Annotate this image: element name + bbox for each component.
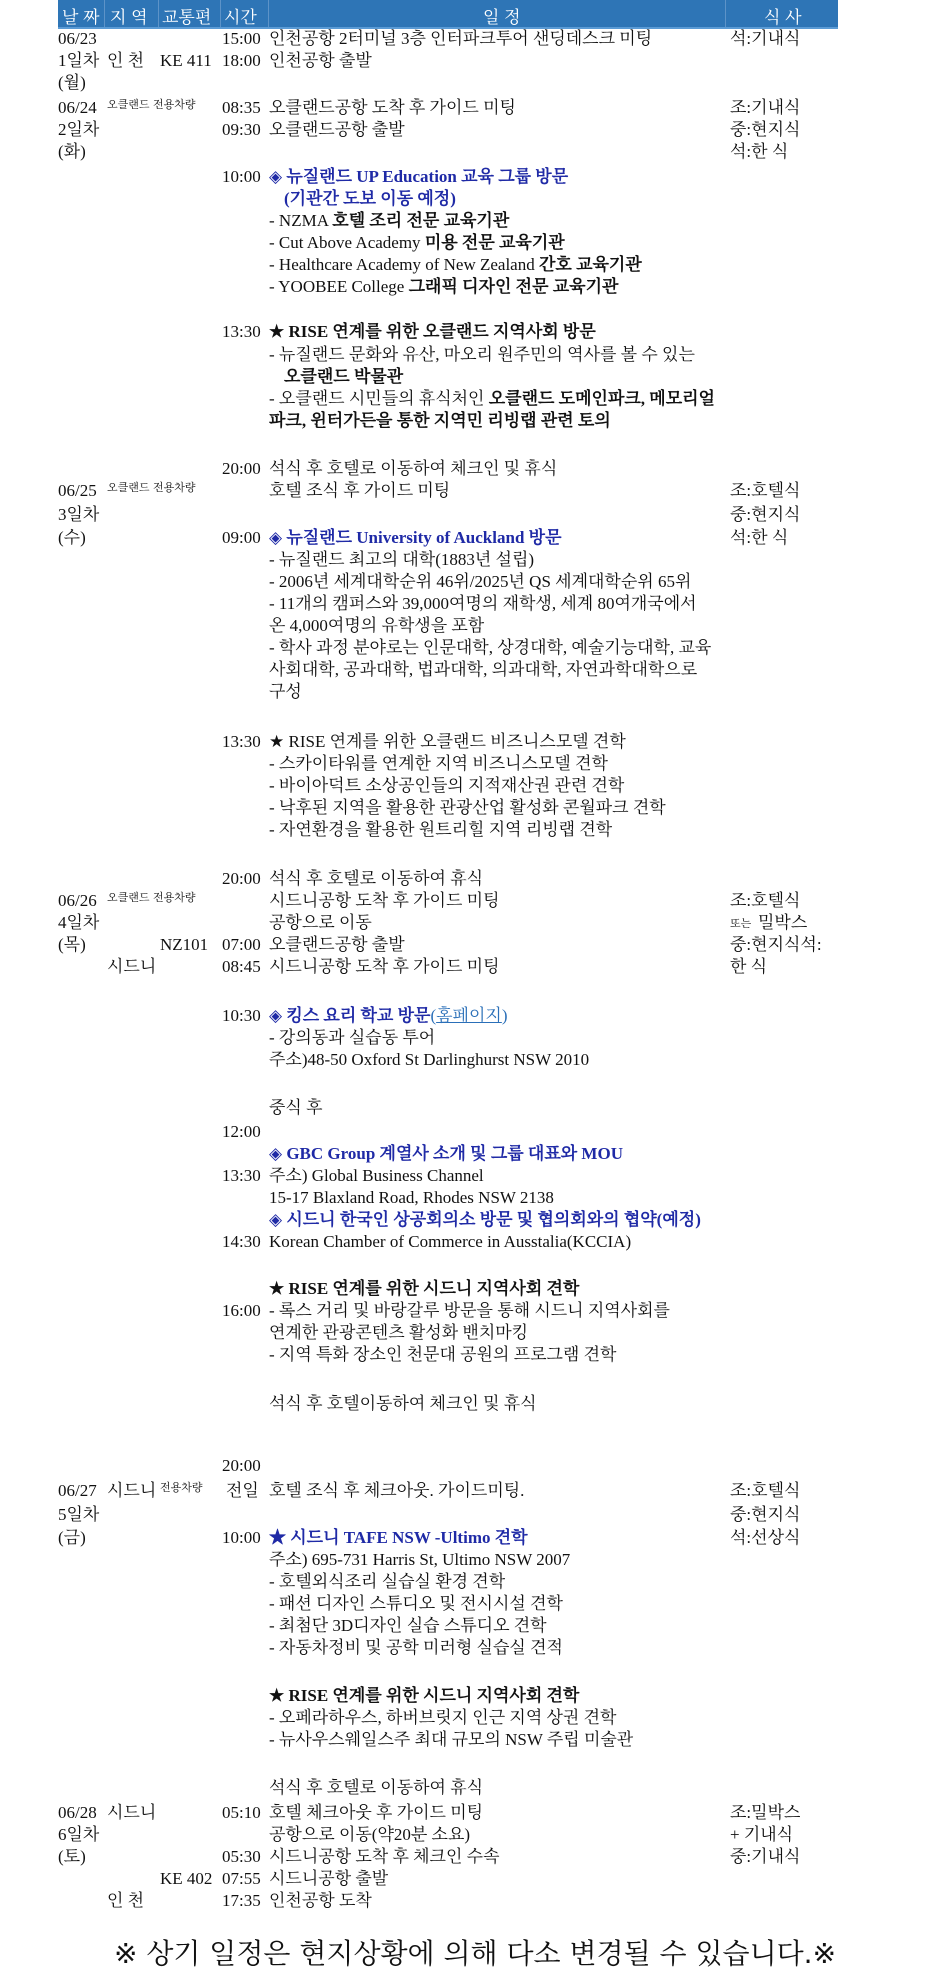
region-label: 인 천 — [107, 1891, 145, 1910]
schedule-item — [269, 1685, 579, 1707]
schedule-item — [269, 458, 557, 480]
header-divider — [104, 0, 105, 27]
schedule-time: 14:30 — [222, 1232, 261, 1251]
schedule-text: 시드니공항 도착 후 가이드 미팅 — [269, 957, 500, 976]
schedule-text: 주소) 695-731 Harris St, Ultimo NSW 2007 — [269, 1550, 571, 1569]
header-divider — [220, 0, 221, 27]
schedule-item — [269, 1187, 554, 1209]
flight-number: KE 411 — [160, 51, 212, 70]
schedule-text: 석식 후 호텔로 이동하여 휴식 — [269, 869, 484, 888]
schedule-time: 12:00 — [222, 1122, 261, 1141]
schedule-item — [269, 1344, 616, 1366]
schedule-time: 20:00 — [222, 869, 261, 888]
schedule-text: - 지역 특화 장소인 천문대 공원의 프로그램 견학 — [269, 1345, 617, 1364]
schedule-item — [269, 232, 565, 254]
vehicle-label: 오클랜드 전용차량 — [107, 98, 196, 111]
schedule-text: 15-17 Blaxland Road, Rhodes NSW 2138 — [269, 1188, 554, 1207]
schedule-text: ★ RISE 연계를 위한 시드니 지역사회 견학 — [269, 1279, 580, 1298]
schedule-text: (기관간 도보 이동 예정) — [284, 189, 456, 208]
meal-info: 석:한 식 — [730, 528, 789, 547]
schedule-time: 07:00 — [222, 935, 261, 954]
meal-info: 석:선상식 — [730, 1528, 801, 1547]
schedule-item — [269, 1209, 701, 1231]
schedule-text: - 2006년 세계대학순위 46위/2025년 QS 세계대학순위 65위 — [269, 572, 692, 591]
schedule-item — [269, 119, 405, 141]
schedule-time: 05:10 — [222, 1803, 261, 1822]
schedule-item — [269, 753, 608, 775]
table-header — [58, 0, 838, 29]
schedule-time: 17:35 — [222, 1891, 261, 1910]
schedule-item — [269, 344, 695, 366]
schedule-item — [269, 1593, 563, 1615]
schedule-text: - 뉴질랜드 최고의 대학(1883년 설립) — [269, 550, 535, 569]
schedule-item — [269, 1868, 388, 1890]
schedule-item — [269, 868, 483, 890]
flight-number: KE 402 — [160, 1869, 213, 1888]
region-label: 시드니 — [107, 1803, 157, 1822]
schedule-text: - 강의동과 실습동 투어 — [269, 1028, 436, 1047]
paren: ) — [501, 1006, 508, 1025]
schedule-text: 시드니공항 출발 — [269, 1869, 389, 1888]
schedule-text: 온 4,000여명의 유학생을 포함 — [269, 616, 485, 635]
schedule-item — [269, 1615, 547, 1637]
header-date: 날 짜 — [62, 8, 100, 27]
schedule-item — [269, 480, 450, 502]
schedule-item — [269, 527, 562, 549]
schedule-item — [269, 1802, 483, 1824]
day-label: 06/27 — [58, 1481, 97, 1500]
meal-note: 또는 — [730, 917, 752, 930]
schedule-text: 공항으로 이동 — [269, 913, 372, 932]
schedule-item — [269, 819, 612, 841]
schedule-item — [269, 28, 652, 50]
header-divider — [268, 0, 269, 27]
header-region: 지 역 — [110, 8, 148, 27]
meal-info: + 기내식 — [730, 1825, 794, 1844]
schedule-text: - YOOBEE College — [269, 277, 409, 296]
schedule-time: 10:00 — [222, 167, 261, 186]
day-label: 1일차 — [58, 51, 100, 70]
schedule-item — [269, 1165, 484, 1187]
schedule-item — [269, 1322, 528, 1344]
schedule-item — [269, 775, 624, 797]
schedule-item — [269, 50, 372, 72]
meal-info: 조:기내식 — [730, 98, 801, 117]
meal-info: 중:현지식석: — [730, 935, 822, 954]
day-label: (월) — [58, 73, 86, 92]
schedule-time: 전일 — [226, 1481, 259, 1500]
schedule-text: - 뉴사우스웨일스주 최대 규모의 NSW 주립 미술관 — [269, 1730, 634, 1749]
region-label: 인 천 — [107, 51, 145, 70]
schedule-item — [269, 410, 611, 432]
schedule-item — [269, 549, 534, 571]
vehicle-label: 오클랜드 전용차량 — [107, 891, 196, 904]
schedule-text: - 오클랜드 시민들의 휴식처인 — [269, 389, 489, 408]
schedule-item — [284, 366, 403, 388]
schedule-text: 석식 후 호텔로 이동하여 체크인 및 휴식 — [269, 459, 558, 478]
day-label: (화) — [58, 142, 86, 161]
schedule-text: - Cut Above Academy — [269, 233, 425, 252]
meal-info: 한 식 — [730, 957, 768, 976]
schedule-item — [269, 1890, 372, 1912]
header-transport: 교통편 — [162, 8, 212, 27]
schedule-text: ◈ 뉴질랜드 University of Auckland 방문 — [269, 528, 562, 547]
schedule-item — [269, 1097, 323, 1119]
schedule-time: 13:30 — [222, 1166, 261, 1185]
schedule-item — [269, 731, 626, 753]
schedule-text: ◈ GBC Group 계열사 소개 및 그룹 대표와 MOU — [269, 1144, 623, 1163]
schedule-item — [269, 1300, 670, 1322]
schedule-text: 공항으로 이동(약20분 소요) — [269, 1825, 471, 1844]
schedule-text: - 학사 과정 분야로는 인문대학, 상경대학, 예술기능대학, 교육 — [269, 638, 712, 657]
schedule-item — [269, 210, 509, 232]
meal-info: 중:현지식 — [730, 505, 801, 524]
schedule-text: - 뉴질랜드 문화와 유산, 마오리 원주민의 역사를 볼 수 있는 — [269, 345, 695, 364]
schedule-time: 08:45 — [222, 957, 261, 976]
schedule-item — [269, 388, 715, 410]
meal-info: 석:기내식 — [730, 29, 801, 48]
schedule-text: 석식 후 호텔이동하여 체크인 및 휴식 — [269, 1394, 537, 1413]
schedule-item — [269, 1480, 524, 1502]
schedule-text: - 스카이타워를 연계한 지역 비즈니스모델 견학 — [269, 754, 608, 773]
flight-number: NZ101 — [160, 935, 209, 954]
day-label: 06/25 — [58, 481, 97, 500]
schedule-item — [269, 1729, 633, 1751]
schedule-text: - 록스 거리 및 바랑갈루 방문을 통해 시드니 지역사회를 — [269, 1301, 670, 1320]
schedule-item — [269, 1005, 508, 1027]
schedule-text: 사회대학, 공과대학, 법과대학, 의과대학, 자연과학대학으로 — [269, 660, 698, 679]
schedule-time: 20:00 — [222, 1456, 261, 1475]
schedule-item — [269, 934, 405, 956]
schedule-item — [269, 637, 711, 659]
schedule-text: 시드니공항 도착 후 체크인 수속 — [269, 1847, 500, 1866]
schedule-highlight: 오클랜드 박물관 — [284, 367, 404, 386]
meal-info: 석:한 식 — [730, 142, 789, 161]
schedule-text: - 11개의 캠퍼스와 39,000여명의 재학생, 세계 80여개국에서 — [269, 594, 697, 613]
schedule-item — [269, 890, 500, 912]
day-label: 06/24 — [58, 98, 97, 117]
schedule-item — [269, 956, 500, 978]
schedule-text: - 패션 디자인 스튜디오 및 전시시설 견학 — [269, 1594, 563, 1613]
schedule-highlight: 파크, 윈터가든을 통한 지역민 리빙랩 관련 토의 — [269, 411, 611, 430]
schedule-time: 13:30 — [222, 322, 261, 341]
schedule-text: 인천공항 도착 — [269, 1891, 372, 1910]
schedule-item — [269, 615, 484, 637]
header-schedule: 일 정 — [483, 8, 521, 27]
schedule-item — [269, 254, 642, 276]
schedule-item — [269, 571, 691, 593]
schedule-text: 호텔 조식 후 체크아웃. 가이드미팅. — [269, 1481, 525, 1500]
schedule-text: 시드니공항 도착 후 가이드 미팅 — [269, 891, 500, 910]
day-label: 6일차 — [58, 1825, 100, 1844]
day-label: (토) — [58, 1847, 86, 1866]
schedule-time: 15:00 — [222, 29, 261, 48]
schedule-text: - 오페라하우스, 하버브릿지 인근 지역 상권 견학 — [269, 1708, 617, 1727]
meal-info: 중:기내식 — [730, 1847, 801, 1866]
schedule-item — [269, 659, 697, 681]
schedule-highlight: 그래픽 디자인 전문 교육기관 — [408, 277, 619, 296]
schedule-item — [269, 276, 618, 298]
schedule-item — [269, 321, 596, 343]
schedule-item — [269, 1549, 570, 1571]
schedule-text: 인천공항 2터미널 3층 인터파크투어 샌딩데스크 미팅 — [269, 29, 653, 48]
schedule-time: 10:00 — [222, 1528, 261, 1547]
schedule-item — [269, 593, 697, 615]
day-label: 06/26 — [58, 891, 97, 910]
schedule-time: 05:30 — [222, 1847, 261, 1866]
header-time: 시간 — [224, 8, 257, 27]
day-label: 3일차 — [58, 505, 100, 524]
schedule-time: 09:30 — [222, 120, 261, 139]
schedule-time: 16:00 — [222, 1301, 261, 1320]
footer-notice: ※ 상기 일정은 현지상황에 의해 다소 변경될 수 있습니다.※ — [113, 1937, 837, 1970]
schedule-text: - 호텔외식조리 실습실 환경 견학 — [269, 1572, 506, 1591]
header-divider — [725, 0, 726, 27]
schedule-text: - 최첨단 3D디자인 실습 스튜디오 견학 — [269, 1616, 547, 1635]
schedule-item — [269, 912, 372, 934]
schedule-item — [269, 1777, 483, 1799]
schedule-text: - 자동차정비 및 공학 미러형 실습실 견적 — [269, 1638, 563, 1657]
schedule-time: 10:30 — [222, 1006, 261, 1025]
schedule-item — [269, 797, 666, 819]
schedule-text: 중식 후 — [269, 1098, 323, 1117]
schedule-item — [269, 1049, 589, 1071]
day-label: (수) — [58, 528, 86, 547]
schedule-text: 인천공항 출발 — [269, 51, 372, 70]
schedule-time: 08:35 — [222, 98, 261, 117]
schedule-text: 오클랜드공항 출발 — [269, 935, 405, 954]
schedule-item — [269, 1143, 623, 1165]
schedule-item — [269, 1527, 528, 1549]
schedule-time: 20:00 — [222, 459, 261, 478]
schedule-text: 주소)48-50 Oxford St Darlinghurst NSW 2010 — [269, 1050, 590, 1069]
schedule-item — [269, 1278, 579, 1300]
schedule-text: - 낙후된 지역을 활용한 관광산업 활성화 콘월파크 견학 — [269, 798, 666, 817]
day-label: (금) — [58, 1528, 86, 1547]
schedule-text: ★ RISE 연계를 위한 오클랜드 비즈니스모델 견학 — [269, 732, 626, 751]
schedule-item — [269, 1393, 537, 1415]
schedule-text: ★ RISE 연계를 위한 오클랜드 지역사회 방문 — [269, 322, 596, 341]
schedule-item — [269, 166, 568, 188]
meal-info: 중:현지식 — [730, 120, 801, 139]
header-meal: 식 사 — [764, 8, 802, 27]
meal-info: 중:현지식 — [730, 1505, 801, 1524]
day-label: 06/28 — [58, 1803, 97, 1822]
schedule-text: 오클랜드공항 도착 후 가이드 미팅 — [269, 98, 516, 117]
schedule-text: - Healthcare Academy of New Zealand — [269, 255, 539, 274]
header-divider — [158, 0, 159, 27]
meal-info: 조:호텔식 — [730, 481, 801, 500]
day-label: (목) — [58, 935, 86, 954]
meal-info: 밀박스 — [758, 913, 808, 932]
schedule-time: 13:30 — [222, 732, 261, 751]
schedule-text: 석식 후 호텔로 이동하여 휴식 — [269, 1778, 484, 1797]
schedule-text: 구성 — [269, 682, 302, 701]
schedule-highlight: 오클랜드 도메인파크, 메모리얼 — [488, 389, 715, 408]
schedule-item — [269, 1027, 435, 1049]
schedule-item — [269, 1637, 563, 1659]
schedule-text: 호텔 체크아웃 후 가이드 미팅 — [269, 1803, 484, 1822]
schedule-item — [284, 188, 456, 210]
schedule-text: ◈ 킹스 요리 학교 방문 — [269, 1006, 431, 1025]
day-label: 4일차 — [58, 913, 100, 932]
day-label: 06/23 — [58, 29, 97, 48]
meal-info: 조:호텔식 — [730, 891, 801, 910]
meal-info: 조:호텔식 — [730, 1481, 801, 1500]
schedule-text: ★ 시드니 TAFE NSW -Ultimo 견학 — [269, 1528, 528, 1547]
schedule-text: - 자연환경을 활용한 원트리힐 지역 리빙랩 견학 — [269, 820, 613, 839]
schedule-text: - 바이아덕트 소상공인들의 지적재산권 관련 견학 — [269, 776, 625, 795]
schedule-text: 주소) Global Business Channel — [269, 1166, 484, 1185]
schedule-item — [269, 1571, 505, 1593]
schedule-text: 오클랜드공항 출발 — [269, 120, 405, 139]
schedule-highlight: 호텔 조리 전문 교육기관 — [332, 211, 510, 230]
schedule-text: 호텔 조식 후 가이드 미팅 — [269, 481, 451, 500]
vehicle-label: 오클랜드 전용차량 — [107, 481, 196, 494]
schedule-time: 18:00 — [222, 51, 261, 70]
schedule-text: Korean Chamber of Commerce in Ausstalia(KCCIA) — [269, 1232, 632, 1251]
schedule-highlight: 미용 전문 교육기관 — [424, 233, 565, 252]
schedule-text: ★ RISE 연계를 위한 시드니 지역사회 견학 — [269, 1686, 580, 1705]
schedule-time: 09:00 — [222, 528, 261, 547]
paren: ( — [430, 1006, 437, 1025]
vehicle-label: 전용차량 — [160, 1481, 203, 1494]
schedule-highlight: 간호 교육기관 — [538, 255, 642, 274]
region-label: 시드니 — [107, 957, 157, 976]
schedule-item — [269, 1846, 500, 1868]
region-label: 시드니 — [107, 1481, 157, 1500]
meal-info: 조:밀박스 — [730, 1803, 801, 1822]
schedule-text: - NZMA — [269, 211, 333, 230]
schedule-item — [269, 97, 516, 119]
day-label: 5일차 — [58, 1505, 100, 1524]
schedule-item — [269, 1824, 470, 1846]
schedule-text: ◈ 뉴질랜드 UP Education 교육 그룹 방문 — [269, 167, 569, 186]
schedule-item — [269, 681, 302, 703]
schedule-time: 07:55 — [222, 1869, 261, 1888]
day-label: 2일차 — [58, 120, 100, 139]
schedule-text: 연계한 관광콘텐츠 활성화 밴치마킹 — [269, 1323, 529, 1342]
homepage-link[interactable]: 홈페이지 — [436, 1006, 502, 1025]
schedule-item — [269, 1231, 631, 1253]
schedule-text: ◈ 시드니 한국인 상공회의소 방문 및 협의회와의 협약(예정) — [269, 1210, 701, 1229]
schedule-item — [269, 1707, 616, 1729]
